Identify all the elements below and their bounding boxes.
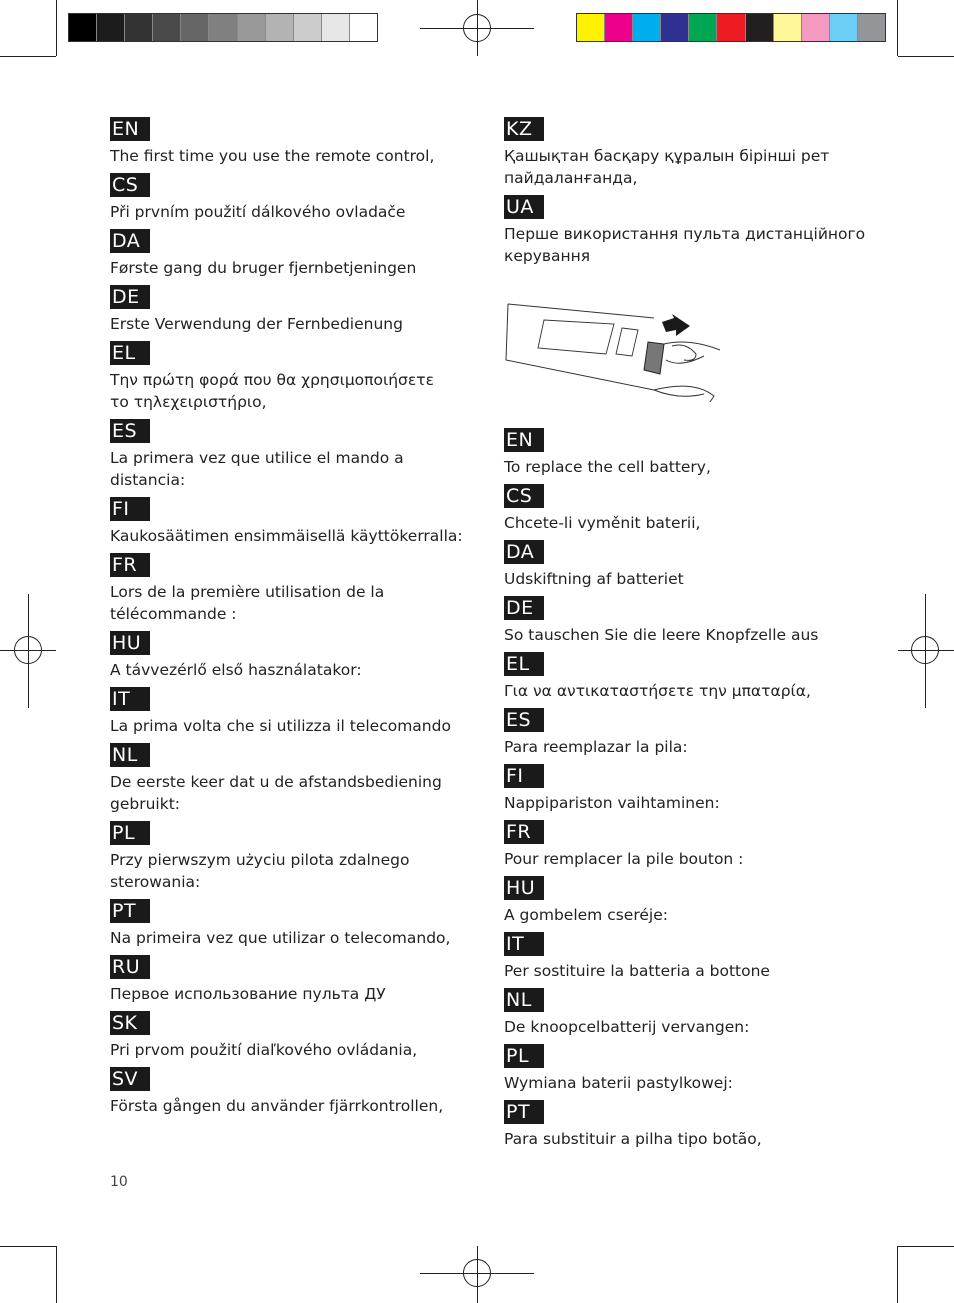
instruction-text: Pri prvom použití diaľkového ovládania, [110,1041,418,1059]
color-swatch [577,14,605,41]
registration-circle [14,636,42,664]
instruction-text: La prima volta che si utilizza il telecomando [110,717,451,735]
instruction-text: La primera vez que utilice el mando a [110,449,404,467]
instruction-text: Udskiftning af batteriet [504,570,684,588]
grey-swatch [322,14,350,41]
language-code-badge: PT [110,899,150,923]
instruction-text: το τηλεχειριστήριο, [110,393,267,411]
language-code-badge: EN [504,428,544,452]
grey-swatch [350,14,377,41]
grey-swatch [238,14,266,41]
instruction-text: A távvezérlő első használatakor: [110,661,362,679]
language-code-badge: RU [110,955,150,979]
language-code-badge: EN [110,117,150,141]
color-swatch [717,14,745,41]
instruction-text: Первое использование пульта ДУ [110,985,386,1003]
page-number: 10 [110,1174,128,1190]
instruction-text: Erste Verwendung der Fernbedienung [110,315,403,333]
color-swatch [802,14,830,41]
instruction-text: Wymiana baterii pastylkowej: [504,1074,733,1092]
instruction-text: De knoopcelbatterij vervangen: [504,1018,750,1036]
language-code-badge: CS [504,484,544,508]
language-code-badge: HU [110,631,150,655]
instruction-text: Para substituir a pilha tipo botão, [504,1130,762,1148]
instruction-text: So tauschen Sie die leere Knopfzelle aus [504,626,819,644]
registration-circle [911,636,939,664]
instruction-text: télécommande : [110,605,237,623]
instruction-text: Nappipariston vaihtaminen: [504,794,720,812]
instruction-text: sterowania: [110,873,201,891]
crop-mark [56,0,57,56]
instruction-text: Lors de la première utilisation de la [110,583,385,601]
language-code-badge: DA [110,229,150,253]
instruction-text: Para reemplazar la pila: [504,738,688,756]
language-code-badge: PL [110,821,150,845]
language-code-badge: EL [110,341,150,365]
grey-swatch [209,14,237,41]
color-swatch [605,14,633,41]
color-swatch [830,14,858,41]
grey-swatch [181,14,209,41]
color-swatch [746,14,774,41]
language-code-badge: NL [110,743,150,767]
crop-mark [0,1246,56,1247]
crop-mark [897,1246,898,1303]
grey-swatch [125,14,153,41]
grey-swatch [97,14,125,41]
language-code-badge: IT [110,687,150,711]
language-code-badge: PT [504,1100,544,1124]
instruction-text: Při prvním použití dálkového ovladače [110,203,406,221]
crop-mark [898,56,954,57]
language-code-badge: DE [110,285,150,309]
language-code-badge: FR [504,820,544,844]
language-code-badge: KZ [504,117,544,141]
grey-swatch [153,14,181,41]
instruction-text: Перше використання пульта дистанційного [504,225,866,243]
instruction-text: gebruikt: [110,795,180,813]
crop-mark [0,56,56,57]
grey-swatch [69,14,97,41]
language-code-badge: SV [110,1067,150,1091]
language-code-badge: HU [504,876,544,900]
color-swatch [689,14,717,41]
registration-circle [463,14,491,42]
grey-swatch [266,14,294,41]
instruction-text: Kaukosäätimen ensimmäisellä käyttökerralla: [110,527,463,545]
instruction-text: Chcete-li vyměnit baterii, [504,514,701,532]
color-swatch [661,14,689,41]
language-code-badge: CS [110,173,150,197]
color-swatch [774,14,802,41]
instruction-text: To replace the cell battery, [504,458,711,476]
instruction-text: Første gang du bruger fjernbetjeningen [110,259,417,277]
language-code-badge: EL [504,652,544,676]
color-calibration-bar [576,13,886,42]
greyscale-calibration-bar [68,13,378,42]
instruction-text: A gombelem cseréje: [504,906,668,924]
crop-mark [897,0,898,56]
instruction-text: Na primeira vez que utilizar o telecomando, [110,929,451,947]
color-swatch [633,14,661,41]
instruction-text: Για να αντικαταστήσετε την μπαταρία, [504,682,811,700]
instruction-text: Pour remplacer la pile bouton : [504,850,744,868]
language-code-badge: SK [110,1011,150,1035]
instruction-text: пайдаланғанда, [504,169,638,187]
crop-mark [56,1246,57,1303]
language-code-badge: FR [110,553,150,577]
language-code-badge: ES [110,419,150,443]
language-code-badge: PL [504,1044,544,1068]
registration-circle [463,1259,491,1287]
instruction-text: distancia: [110,471,186,489]
instruction-text: Per sostituire la batteria a bottone [504,962,770,980]
instruction-text: De eerste keer dat u de afstandsbediening [110,773,442,791]
language-code-badge: IT [504,932,544,956]
language-code-badge: NL [504,988,544,1012]
grey-swatch [294,14,322,41]
instruction-text: Την πρώτη φορά που θα χρησιμοποιήσετε [110,371,434,389]
language-code-badge: FI [504,764,544,788]
instruction-text: The first time you use the remote control, [110,147,435,165]
remote-battery-illustration [504,298,726,408]
instruction-text: керування [504,247,591,265]
language-code-badge: DE [504,596,544,620]
crop-mark [898,1246,954,1247]
language-code-badge: ES [504,708,544,732]
language-code-badge: FI [110,497,150,521]
instruction-text: Första gången du använder fjärrkontrollen, [110,1097,444,1115]
color-swatch [858,14,885,41]
language-code-badge: DA [504,540,544,564]
language-code-badge: UA [504,195,544,219]
instruction-text: Przy pierwszym użyciu pilota zdalnego [110,851,410,869]
instruction-text: Қашықтан басқару құралын бірінші рет [504,147,830,165]
